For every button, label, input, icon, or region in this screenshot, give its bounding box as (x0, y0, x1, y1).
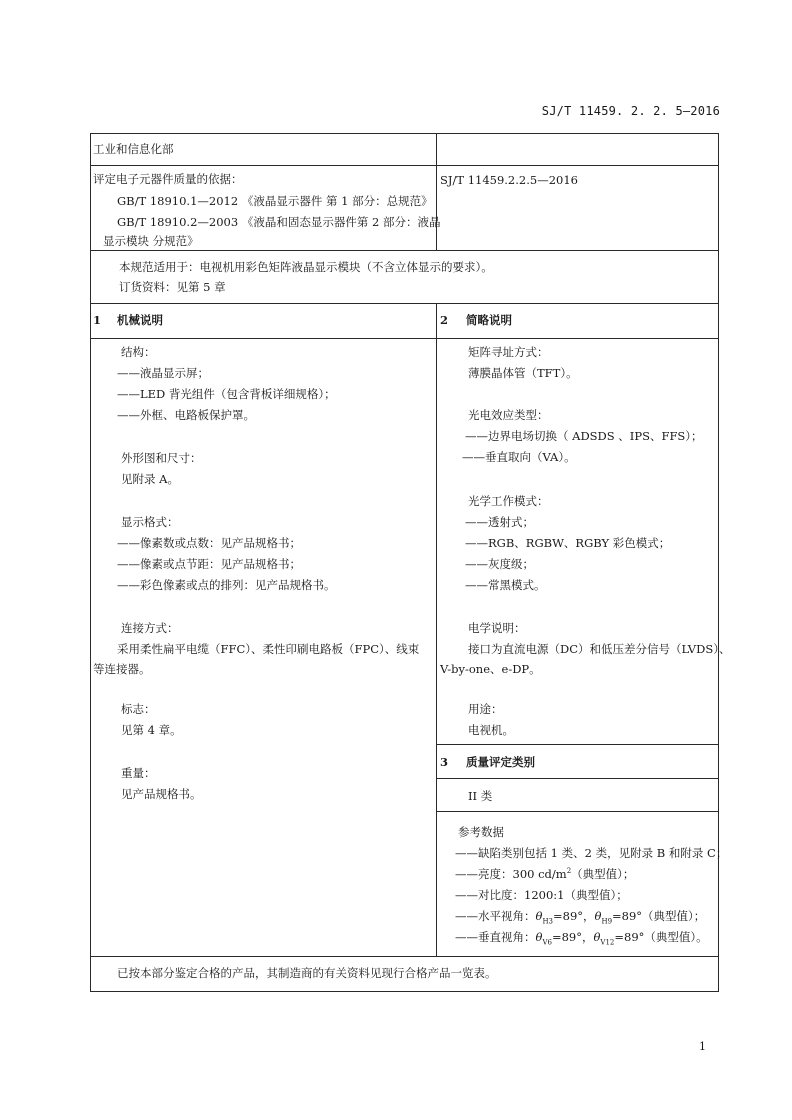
col-divider-top (436, 133, 437, 251)
structure-item: ——液晶显示屏； (117, 366, 209, 380)
quality-category: II 类 (468, 789, 493, 803)
theta-symbol: θ (535, 909, 543, 923)
electrical-line-1: 接口为直流电源（DC）和低压差分信号（LVDS）、 (468, 642, 731, 656)
addressing-label: 矩阵寻址方式： (468, 345, 549, 359)
section-3-number: 3 (440, 755, 449, 769)
optical-mode-item: ——常黑模式。 (465, 578, 546, 592)
h-mid: =89°， (553, 909, 595, 923)
connection-label: 连接方式： (121, 621, 179, 635)
reference-brightness (455, 869, 634, 881)
structure-label: 结构： (121, 345, 156, 359)
structure-item: ——LED 背光组件（包含背板详细规格）； (117, 387, 336, 401)
standard-number: SJ/T 11459. 2. 2. 5—2016 (541, 104, 720, 118)
brightness-exponent: 2 (566, 867, 572, 876)
issuer: 工业和信息化部 (93, 142, 174, 156)
connection-line-1: 采用柔性扁平电缆（FFC）、柔性印刷电路板（FPC）、线束 (117, 642, 420, 656)
outline-value: 见附录 A。 (121, 472, 179, 486)
basis-title: 评定电子元器件质量的依据： (93, 172, 243, 186)
row-divider-3 (90, 303, 719, 304)
v-sub-2: V12 (600, 938, 615, 947)
reference-vertical-view (455, 930, 708, 947)
basis-ref-2-cont: 显示模块 分规范》 (103, 234, 199, 248)
optical-mode-label: 光学工作模式： (468, 494, 549, 508)
ordering-info: 订货资料：见第 5 章 (119, 280, 226, 294)
optical-mode-item: ——灰度级； (465, 557, 534, 571)
h-end: =89°（典型值）； (612, 909, 706, 923)
right-divider-2 (436, 778, 719, 779)
marking-label: 标志： (121, 702, 156, 716)
connection-line-2: 等连接器。 (93, 662, 151, 676)
format-label: 显示格式： (121, 515, 179, 529)
section-2-title: 简略说明 (466, 313, 512, 327)
h-sub-2: H9 (601, 917, 613, 926)
reference-data-label: 参考数据 (458, 825, 504, 839)
brightness-text: ——亮度：300 cd/m (455, 867, 567, 881)
page-number: 1 (699, 1040, 706, 1053)
table-border-top (90, 133, 719, 134)
eo-effect-label: 光电效应类型： (468, 408, 549, 422)
section-2-number: 2 (440, 313, 449, 327)
format-item: ——像素数或点数：见产品规格书； (117, 536, 301, 550)
table-border-left (90, 133, 91, 992)
marking-value: 见第 4 章。 (121, 723, 182, 737)
theta-symbol: θ (593, 930, 601, 944)
h-sub-1: H3 (542, 917, 553, 926)
spec-number: SJ/T 11459.2.2.5—2016 (440, 173, 578, 187)
theta-symbol: θ (535, 930, 543, 944)
usage-label: 用途： (468, 702, 503, 716)
scope-statement: 本规范适用于：电视机用彩色矩阵液晶显示模块（不含立体显示的要求）。 (119, 260, 493, 274)
brightness-note: （典型值）； (571, 867, 635, 881)
col-divider-main (436, 303, 437, 957)
section-3-title: 质量评定类别 (466, 755, 535, 769)
weight-label: 重量： (121, 766, 156, 780)
v-end: =89°（典型值）。 (614, 930, 708, 944)
qualified-products-note: 已按本部分鉴定合格的产品，其制造商的有关资料见现行合格产品一览表。 (117, 966, 497, 980)
eo-effect-item: ——垂直取向（VA）。 (462, 450, 576, 464)
row-divider-1 (90, 165, 719, 166)
right-divider-3 (436, 811, 719, 812)
section-1-title: 机械说明 (117, 313, 163, 327)
structure-item: ——外框、电路板保护罩。 (117, 408, 255, 422)
basis-ref-2: GB/T 18910.2—2003 《液晶和固态显示器件第 2 部分：液晶 (117, 215, 441, 229)
electrical-label: 电学说明： (468, 621, 526, 635)
row-divider-5 (90, 956, 719, 957)
row-divider-4 (90, 338, 719, 339)
reference-defect: ——缺陷类别包括 1 类、2 类，见附录 B 和附录 C； (455, 846, 728, 860)
theta-symbol: θ (594, 909, 602, 923)
eo-effect-item: ——边界电场切换（ ADSDS 、IPS、FFS）； (465, 429, 703, 443)
outline-label: 外形图和尺寸： (121, 451, 202, 465)
format-item: ——彩色像素或点的排列：见产品规格书。 (117, 578, 336, 592)
section-1-number: 1 (93, 313, 102, 327)
right-divider-1 (436, 744, 719, 745)
table-border-bottom (90, 991, 719, 992)
v-view-label: ——垂直视角： (455, 930, 536, 944)
reference-horizontal-view (455, 909, 706, 926)
addressing-value: 薄膜晶体管（TFT）。 (468, 366, 578, 380)
table-border-right (718, 133, 719, 992)
weight-value: 见产品规格书。 (121, 787, 202, 801)
h-view-label: ——水平视角： (455, 909, 536, 923)
v-mid: =89°， (551, 930, 594, 944)
usage-value: 电视机。 (468, 723, 514, 737)
electrical-line-2: V-by-one、e-DP。 (440, 662, 541, 676)
v-sub-1: V6 (542, 938, 552, 947)
reference-contrast: ——对比度：1200:1（典型值）； (455, 888, 628, 902)
optical-mode-item: ——透射式； (465, 515, 534, 529)
format-item: ——像素或点节距：见产品规格书； (117, 557, 301, 571)
optical-mode-item: ——RGB、RGBW、RGBY 彩色模式； (465, 536, 671, 550)
basis-ref-1: GB/T 18910.1—2012 《液晶显示器件 第 1 部分：总规范》 (117, 194, 433, 208)
row-divider-2 (90, 250, 719, 251)
